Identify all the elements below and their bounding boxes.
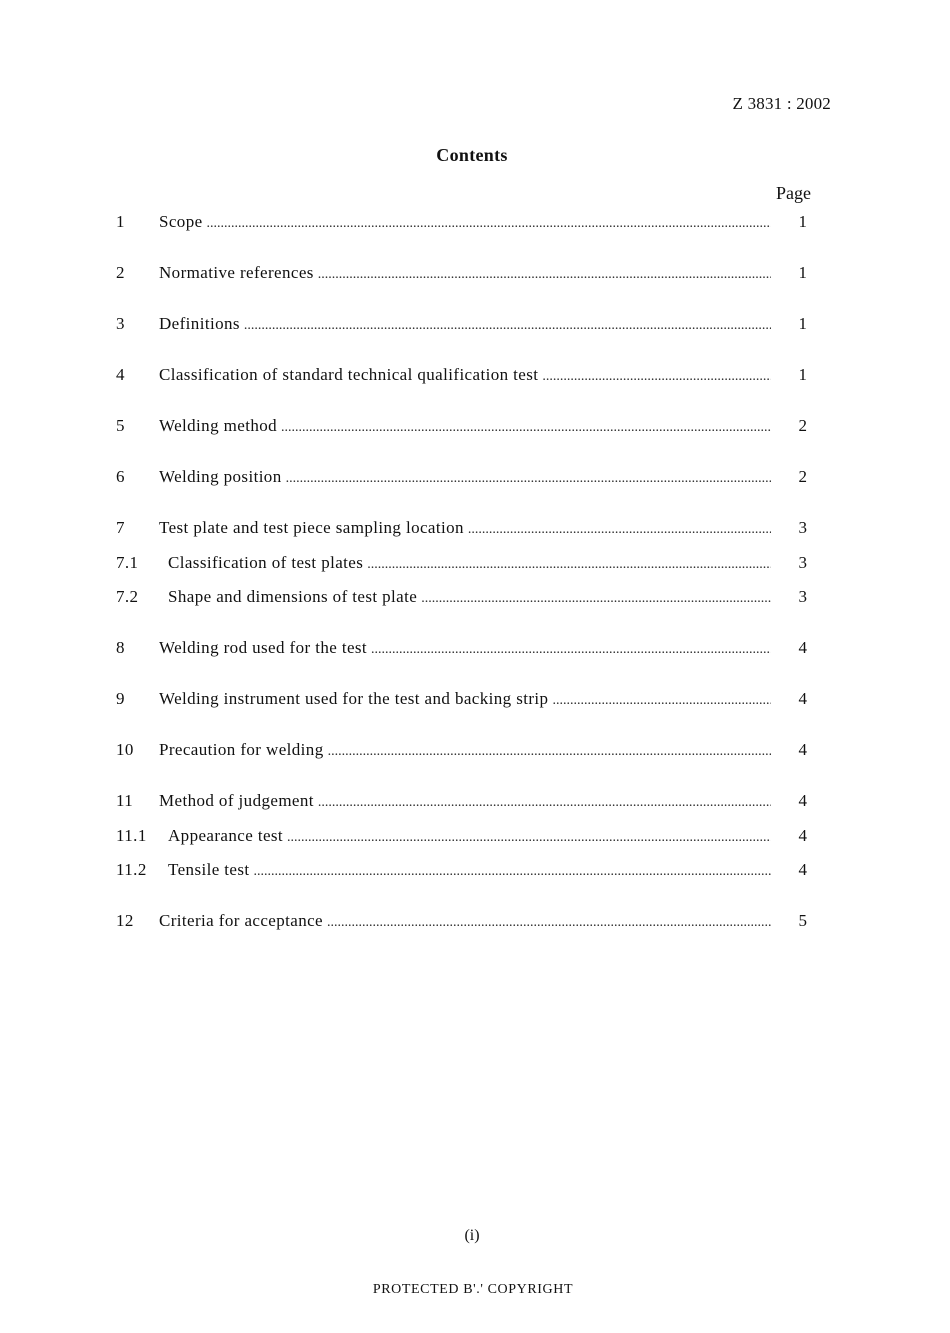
toc-entry-2[interactable]: [116, 262, 816, 284]
toc-entry-label: Normative references: [159, 263, 314, 282]
toc-entry-5[interactable]: [116, 415, 816, 437]
toc-entry-number: 7.2: [116, 587, 139, 606]
toc-entry-11[interactable]: [116, 790, 816, 812]
dot-leader: [254, 859, 771, 883]
toc-entry-page: 2: [798, 467, 808, 486]
toc-entry-number: 11.1: [116, 826, 147, 845]
toc-entry-number: 1: [116, 212, 125, 231]
toc-entry-label: Classification of test plates: [168, 553, 364, 572]
toc-entry-page: 4: [798, 791, 808, 810]
dot-leader: [552, 688, 771, 712]
toc-entry-page: 1: [798, 314, 808, 333]
toc-entry-page: 4: [798, 638, 808, 657]
toc-entry-7-1[interactable]: [116, 552, 816, 574]
toc-entry-number: 4: [116, 365, 125, 384]
dot-leader: [367, 552, 771, 576]
toc-entry-label: Tensile test: [168, 860, 250, 879]
toc-entry-page: 4: [798, 826, 808, 845]
dot-leader: [542, 364, 771, 388]
dot-leader: [244, 313, 771, 337]
standard-number: Z 3831 : 2002: [732, 94, 831, 113]
toc-entry-7-2[interactable]: [116, 586, 816, 608]
dot-leader: [318, 262, 771, 286]
toc-entry-page: 4: [798, 740, 808, 759]
toc-entry-label: Welding method: [159, 416, 278, 435]
toc-entry-9[interactable]: [116, 688, 816, 710]
toc-entry-12[interactable]: [116, 910, 816, 932]
toc-entry-page: 1: [798, 212, 808, 231]
toc-entry-page: 4: [798, 689, 808, 708]
toc-entry-page: 4: [798, 860, 808, 879]
dot-leader: [287, 825, 771, 849]
toc-entry-label: Appearance test: [168, 826, 284, 845]
toc-entry-label: Scope: [159, 212, 203, 231]
toc-entry-1[interactable]: [116, 211, 816, 233]
toc-entry-number: 9: [116, 689, 125, 708]
toc-entry-page: 1: [798, 263, 808, 282]
toc-entry-number: 7.1: [116, 553, 139, 572]
toc-entry-number: 5: [116, 416, 125, 435]
toc-entry-label: Criteria for acceptance: [159, 911, 323, 930]
toc-entry-page: 1: [798, 365, 808, 384]
toc-entry-number: 10: [116, 740, 134, 759]
toc-entry-3[interactable]: [116, 313, 816, 335]
dot-leader: [328, 739, 771, 763]
toc-entry-page: 3: [798, 518, 808, 537]
dot-leader: [371, 637, 771, 661]
dot-leader: [468, 517, 771, 541]
dot-leader: [207, 211, 771, 235]
toc-entry-10[interactable]: [116, 739, 816, 761]
page-folio: (i): [464, 1227, 480, 1244]
dot-leader: [327, 910, 771, 934]
toc-entry-number: 6: [116, 467, 125, 486]
copyright-notice: PROTECTED B'.' COPYRIGHT: [372, 1282, 574, 1297]
toc-entry-label: Method of judgement: [159, 791, 314, 810]
toc-entry-number: 2: [116, 263, 125, 282]
toc-entry-label: Definitions: [159, 314, 240, 333]
toc-entry-page: 5: [798, 911, 808, 930]
toc-entry-label: Shape and dimensions of test plate: [168, 587, 418, 606]
toc-entry-6[interactable]: [116, 466, 816, 488]
toc-entry-page: 3: [798, 587, 808, 606]
toc-entry-label: Classification of standard technical qualification test: [159, 365, 539, 384]
toc-entry-number: 7: [116, 518, 125, 537]
dot-leader: [318, 790, 771, 814]
toc-entry-label: Welding position: [159, 467, 282, 486]
toc-entry-label: Welding rod used for the test: [159, 638, 368, 657]
toc-entry-number: 3: [116, 314, 125, 333]
toc-entry-label: Precaution for welding: [159, 740, 324, 759]
toc-entry-11-1[interactable]: [116, 825, 816, 847]
page-column-header: Page: [776, 183, 811, 203]
toc-entry-number: 12: [116, 911, 134, 930]
dot-leader: [281, 415, 771, 439]
toc-entry-number: 8: [116, 638, 125, 657]
toc-entry-8[interactable]: [116, 637, 816, 659]
toc-entry-number: 11.2: [116, 860, 147, 879]
toc-entry-label: Welding instrument used for the test and backing strip: [159, 689, 549, 708]
dot-leader: [286, 466, 771, 490]
page-title: Contents: [436, 145, 508, 165]
toc-entry-label: Test plate and test piece sampling location: [159, 518, 464, 537]
toc-entry-page: 2: [798, 416, 808, 435]
toc-entry-7[interactable]: [116, 517, 816, 539]
dot-leader: [421, 586, 771, 610]
toc-entry-page: 3: [798, 553, 808, 572]
toc-entry-11-2[interactable]: [116, 859, 816, 881]
toc-entry-4[interactable]: [116, 364, 816, 386]
toc-entry-number: 11: [116, 791, 134, 810]
